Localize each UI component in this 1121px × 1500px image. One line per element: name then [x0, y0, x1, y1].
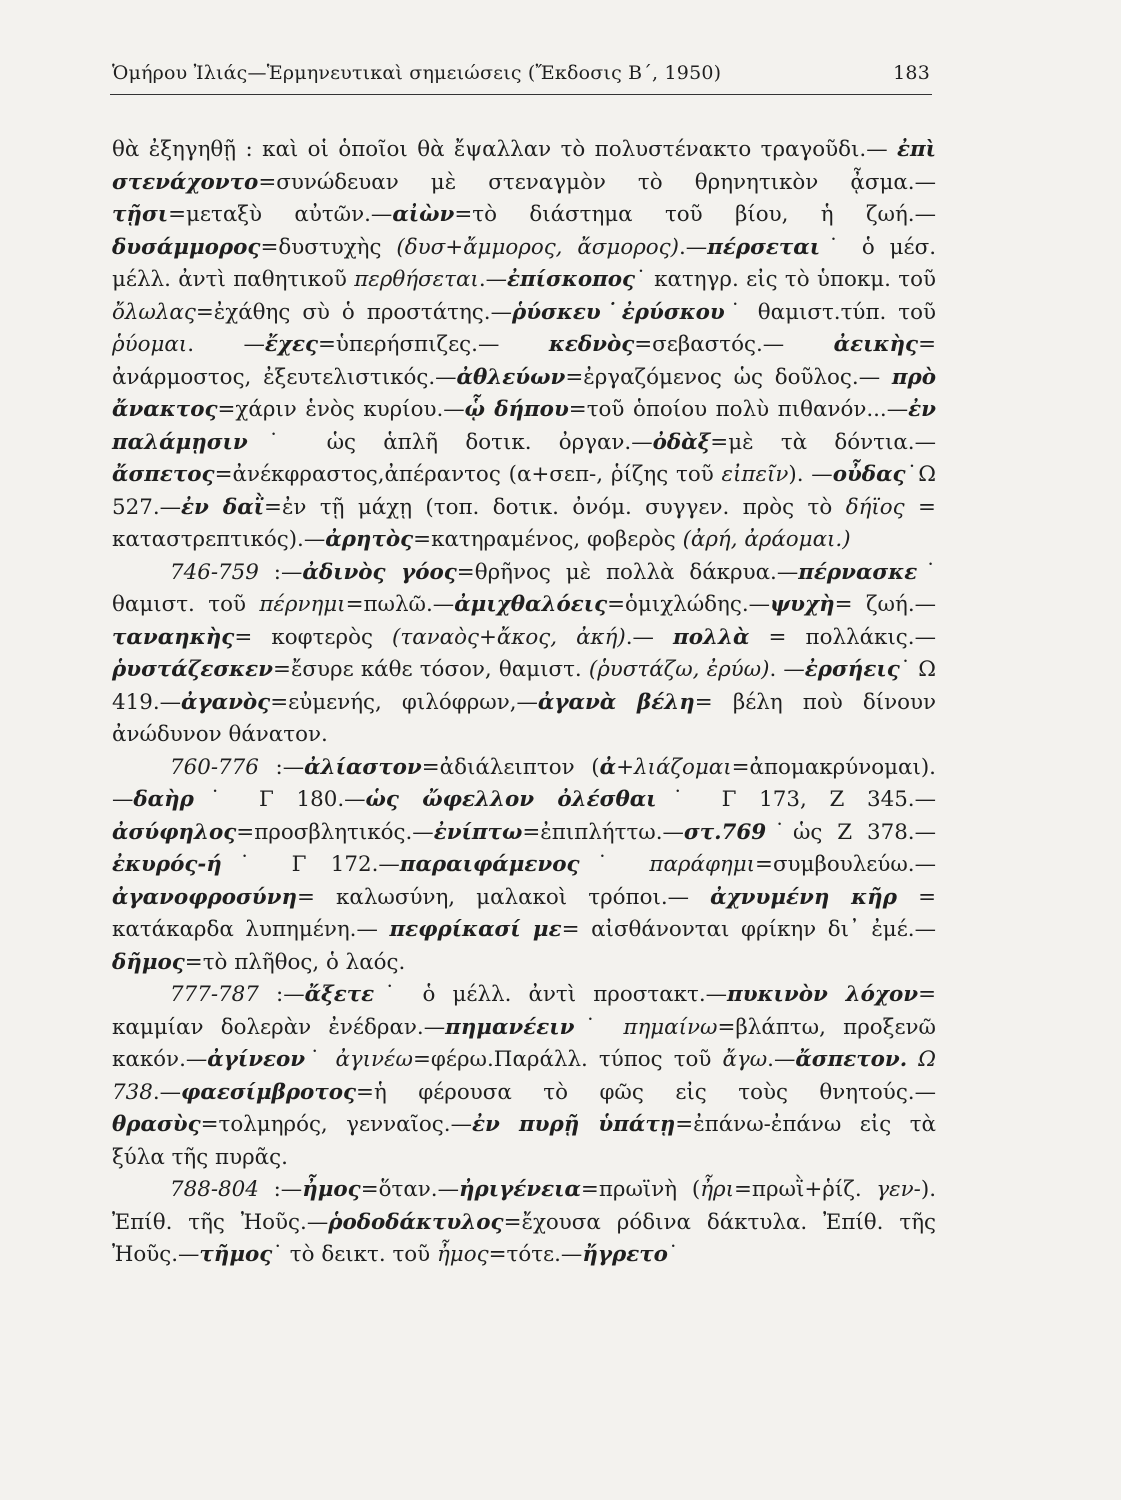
body-text [112, 134, 936, 1272]
paragraph: 760-776 :—ἀλίαστον=ἀδιάλειπτον (ἀ+λιάζομαι=ἀπομακρύνομαι).—δαὴρ˙ Γ 180.—ὡς ὤφελλον ὀλέσθαι˙ Γ 173, Ζ 345.—ἀσύφηλος=προσβλητικός.—ἐνίπτω=ἐπιπλήττω.—στ.769˙ὡς Ζ 378.— ἐκυρός-ή˙ Γ 172.—παραιφάμενος˙ παράφημι=συμβουλεύω.—ἀγανοφροσύνη= καλωσύνη, μαλακοὶ τρόποι.— ἀχνυμένη κῆρ = κατάκαρδα λυπημένη.— πεφρίκασί με= αἰσθάνονται φρίκην δι᾽ ἐμέ.— δῆμος=τὸ πλῆθος, ὁ λαός. [112, 754, 936, 975]
page-number: 183 [893, 62, 930, 84]
running-header [112, 62, 930, 84]
paragraph: θὰ ἐξηγηθῇ : καὶ οἱ ὁποῖοι θὰ ἔψαλλαν τὸ πολυστένακτο τραγοῦδι.— ἐπὶ στενάχοντο=συνώδευαν μὲ στεναγμὸν τὸ θρηνητικὸν ᾆσμα.— τῇσι=μεταξὺ αὐτῶν.—αἰὼν=τὸ διάστημα τοῦ βίου, ἡ ζωή.—δυσάμμορος=δυστυχὴς (δυσ+ἄμμορος, ἄσμορος).—πέρσεται˙ ὁ μέσ. μέλλ. ἀντὶ παθητικοῦ περθήσεται.—ἐπίσκοπος˙ κατηγρ. εἰς τὸ ὑποκμ. τοῦ ὄλωλας=ἐχάθης σὺ ὁ προστάτης.—ῥύσκευ˙ἐρύσκου˙ θαμιστ.τύπ. τοῦ ῥύομαι. —ἔχες=ὑπερήσπιζες.— κεδνὸς=σεβαστός.— ἀεικὴς= ἀνάρμοστος, ἐξευτελιστικός.—ἀθλεύων=ἐργαζόμενος ὡς δοῦλος.— πρὸ ἄνακτος=χάριν ἑνὸς κυρίου.—ᾧ δήπου=τοῦ ὁποίου πολὺ πιθανόν...—ἐν παλάμῃσιν˙ ὡς ἁπλῆ δοτικ. ὀργαν.—ὀδὰξ=μὲ τὰ δόντια.—ἄσπετος=ἀνέκφραστος,ἀπέραντος (α+σεπ-, ῥίζης τοῦ εἰπεῖν). —οὖδας˙Ω 527.—ἐν δαῒ=ἐν τῇ μάχῃ (τοπ. δοτικ. ὀνόμ. συγγεν. πρὸς τὸ δήϊος = καταστρεπτικός).—ἀρητὸς=κατηραμένος, φοβερὸς (ἀρή, ἀράομαι.) [112, 137, 937, 552]
paragraph: 746-759 :—ἀδινὸς γόος=θρῆνος μὲ πολλὰ δάκρυα.—πέρνασκε˙ θαμιστ. τοῦ πέρνημι=πωλῶ.—ἀμιχθαλόεις=ὁμιχλώδης.—ψυχὴ= ζωή.—ταναηκὴς= κοφτερὸς (ταναὸς+ἄκος, ἀκή).— πολλὰ = πολλάκις.—ῥυστάζεσκεν=ἔσυρε κάθε τόσον, θαμιστ. (ῥυστάζω, ἐρύω). —ἐρσήεις˙ Ω 419.—ἀγανὸς=εὐμενής, φιλόφρων,—ἀγανὰ βέλη= βέλη ποὺ δίνουν ἀνώδυνον θάνατον. [112, 559, 937, 747]
paragraph: 777-787 :—ἄξετε˙ ὁ μέλλ. ἀντὶ προστακτ.—πυκινὸν λόχον= καμμίαν δολερὰν ἐνέδραν.—πημανέειν˙ πημαίνω=βλάπτω, προξενῶ κακόν.—ἀγίνεον˙ ἀγινέω=φέρω.Παράλλ. τύπος τοῦ ἄγω.—ἄσπετον. Ω 738.—φαεσίμβροτος=ἡ φέρουσα τὸ φῶς εἰς τοὺς θνητούς.—θρασὺς=τολμηρός, γενναῖος.—ἐν πυρῇ ὑπάτῃ=ἐπάνω-ἐπάνω εἰς τὰ ξύλα τῆς πυρᾶς. [112, 982, 936, 1170]
running-title: Ὁμήρου Ἰλιάς—Ἑρμηνευτικαὶ σημειώσεις (Ἔκδοσις Β΄, 1950) [112, 62, 722, 84]
paragraph: 788-804 :—ἦμος=ὅταν.—ἠριγένεια=πρωϊνὴ (ἦρι=πρωῒ+ῥίζ. γεν-). Ἐπίθ. τῆς Ἠοῦς.—ῥοδοδάκτυλος=ἔχουσα ρόδινα δάκτυλα. Ἐπίθ. τῆς Ἠοῦς.—τῆμος˙ τὸ δεικτ. τοῦ ἦμος=τότε.—ἤγρετο˙ [112, 1177, 936, 1267]
header-rule [110, 94, 932, 95]
